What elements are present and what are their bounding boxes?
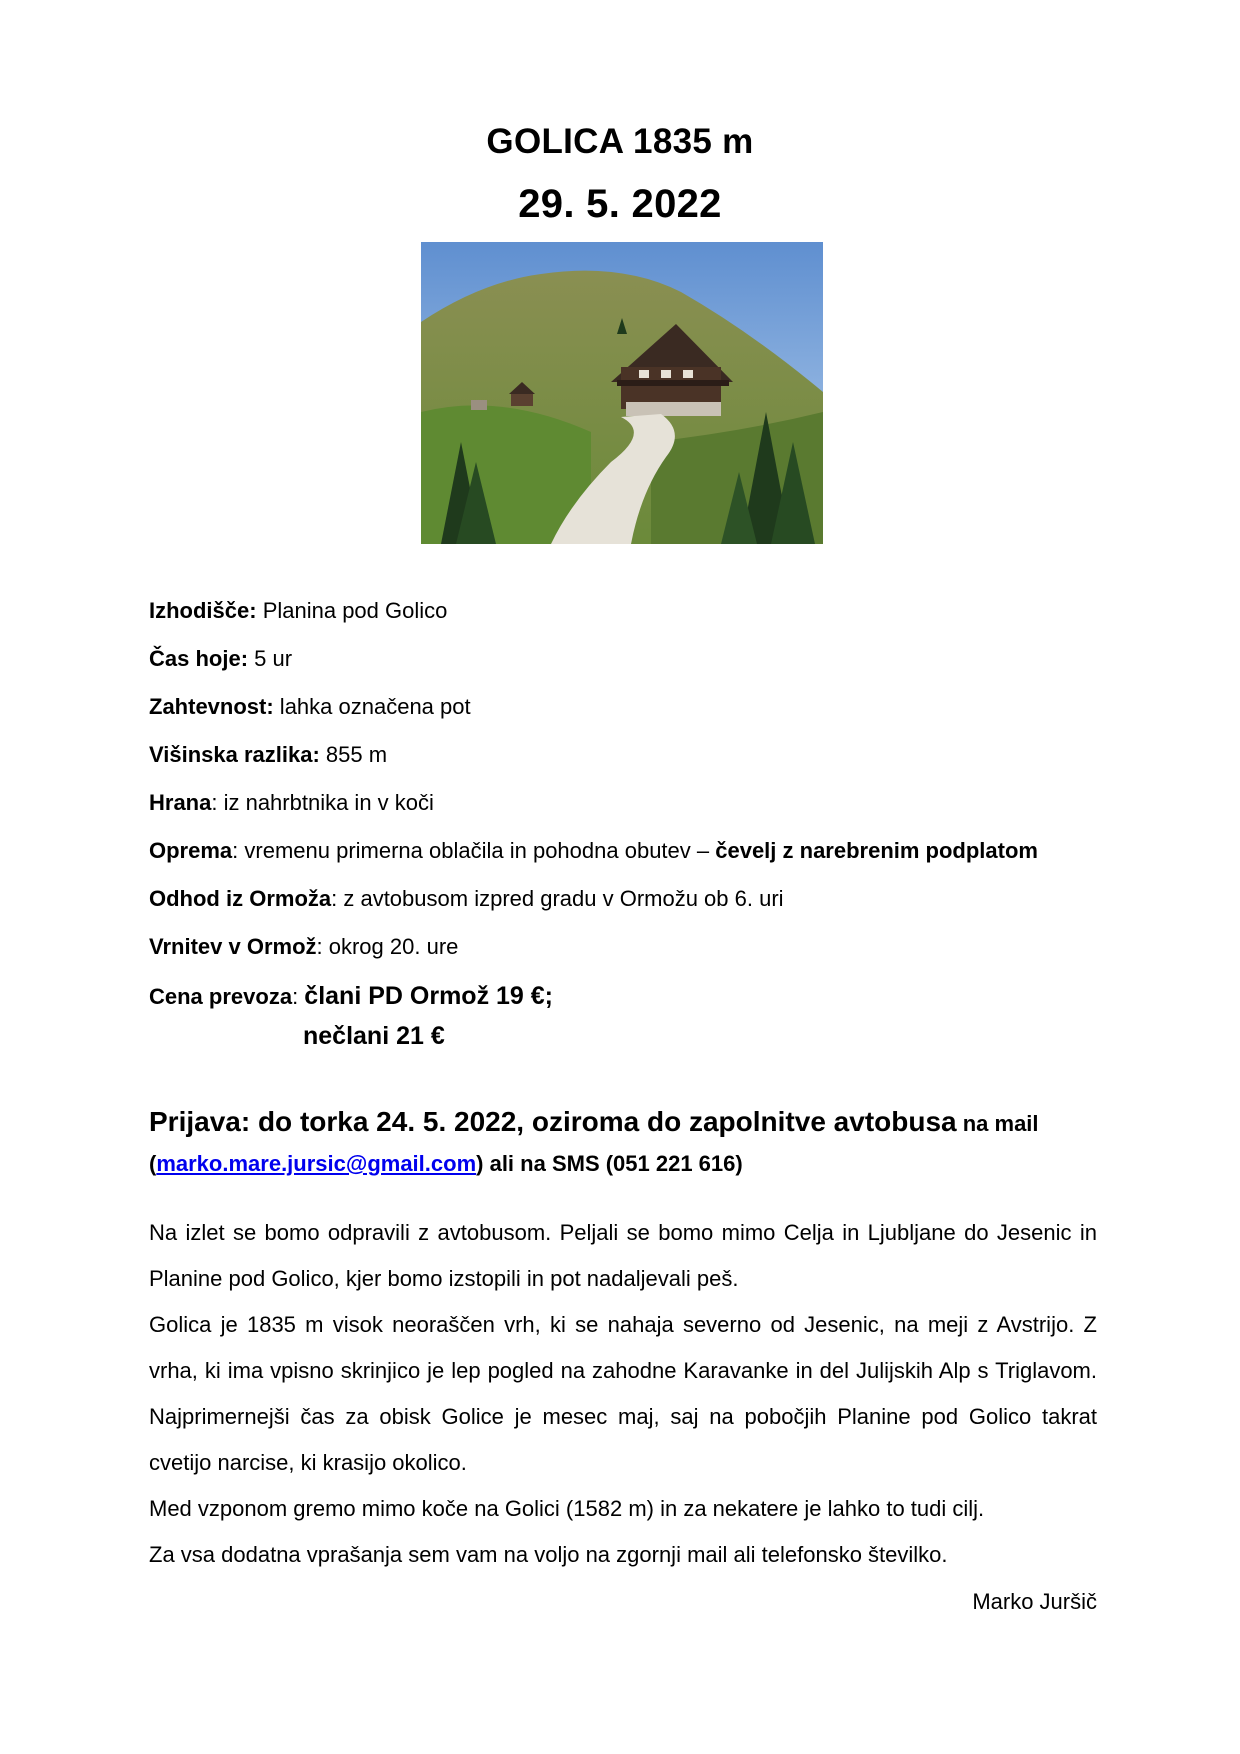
event-date: 29. 5. 2022 [518,182,722,226]
email-link[interactable]: marko.mare.jursic@gmail.com [156,1151,477,1176]
info-food: Hrana: iz nahrbtnika in v koči [149,790,434,815]
mountain-hut-photo [421,242,823,544]
info-return: Vrnitev v Ormož: okrog 20. ure [149,934,459,959]
info-start-point: Izhodišče: Planina pod Golico [149,598,448,623]
info-walking-time: Čas hoje: 5 ur [149,646,293,671]
info-difficulty: Zahtevnost: lahka označena pot [149,694,471,719]
registration-heading: Prijava: do torka 24. 5. 2022, oziroma do zapolnitve avtobusa na mail [149,1106,1039,1137]
registration-contact: (marko.mare.jursic@gmail.com) ali na SMS (051 221 616) [149,1151,743,1176]
document-title: GOLICA 1835 m [486,122,754,161]
info-price: Cena prevoza: člani PD Ormož 19 €; [149,982,553,1010]
info-departure: Odhod iz Ormoža: z avtobusom izpred gradu v Ormožu ob 6. uri [149,886,784,911]
price-nonmembers: nečlani 21 € [303,1022,445,1050]
paragraph-questions: Za vsa dodatna vprašanja sem vam na voljo na zgornji mail ali telefonsko številko. [149,1542,948,1567]
price-members: člani PD Ormož 19 €; [304,982,553,1010]
signature: Marko Juršič [972,1589,1097,1614]
paragraph-hut: Med vzponom gremo mimo koče na Golici (1582 m) in za nekatere je lahko to tudi cilj. [149,1496,985,1521]
info-elevation-gain: Višinska razlika: 855 m [149,742,388,767]
paragraph-golica: Golica je 1835 m visok neoraščen vrh, ki se nahaja severno od Jesenic, na meji z Avstrijo. Z vrha, ki ima vpisno skrinjico je lep pogled na zahodne Karavanke in del Julijskih Alp s Triglavom. Najprimernejši čas za obisk Golice je mesec maj, saj na pobočjih Planine pod Golico takrat cvetijo narcise, ki krasijo okolico. [149,1312,1097,1475]
info-equipment: Oprema: vremenu primerna oblačila in pohodna obutev – čevelj z narebrenim podplatom [149,838,1038,863]
paragraph-trip: Na izlet se bomo odpravili z avtobusom. Peljali se bomo mimo Celja in Ljubljane do Jesenic in Planine pod Golico, kjer bomo izstopili in pot nadaljevali peš. [149,1220,1097,1291]
